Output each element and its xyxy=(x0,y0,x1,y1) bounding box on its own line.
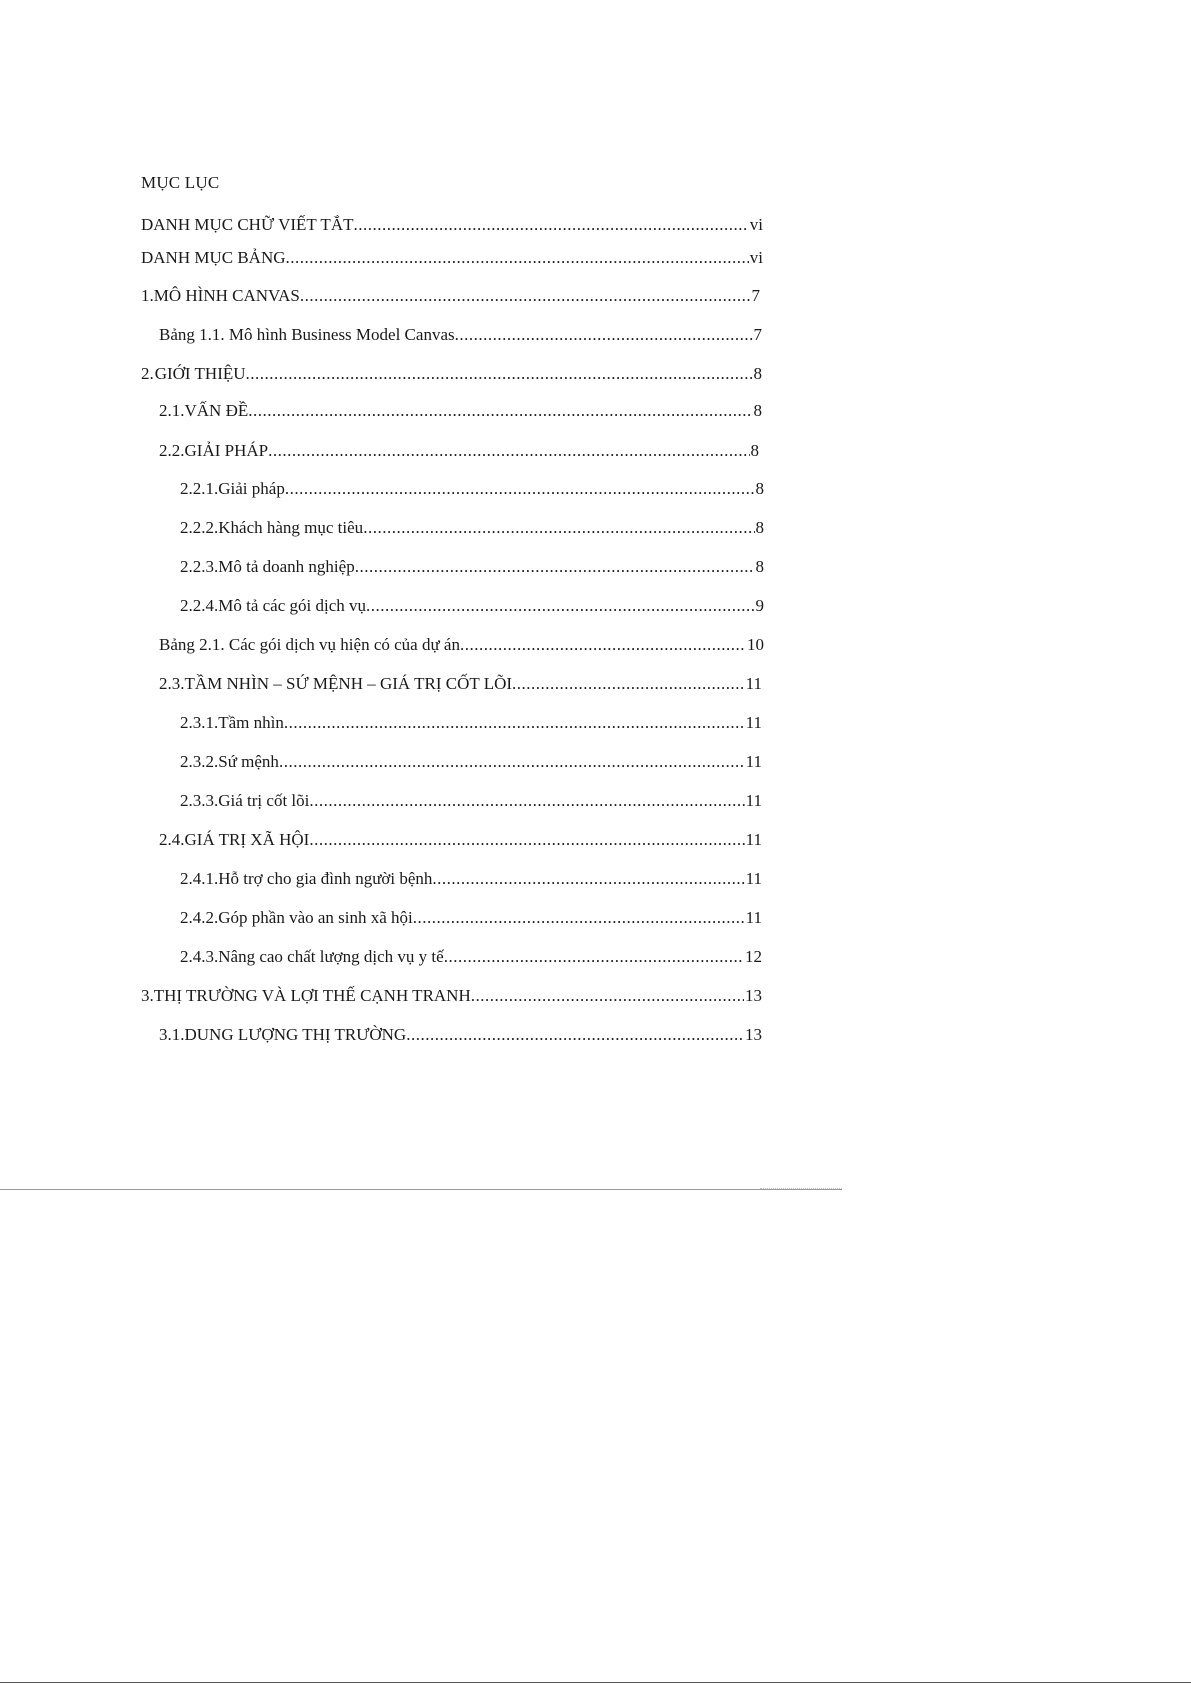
toc-entry-label: Hỗ trợ cho gia đình người bệnh xyxy=(218,869,433,888)
toc-leader-dots xyxy=(444,946,744,968)
toc-entry-number: 2.4.3. xyxy=(180,947,219,966)
toc-entry-label: GIỚI THIỆU xyxy=(154,364,246,383)
toc-entry[interactable] xyxy=(159,400,762,422)
toc-entry[interactable] xyxy=(180,946,762,968)
toc-entry-label: Sứ mệnh xyxy=(218,752,279,771)
toc-entry-number: 2.1. xyxy=(159,401,185,420)
toc-entry-page: 11 xyxy=(745,713,762,732)
toc-entry[interactable] xyxy=(180,868,762,890)
toc-entry-number: 2.3.2. xyxy=(180,752,219,771)
toc-entry-number: 2.2.2. xyxy=(180,518,219,537)
toc-entry-page: 7 xyxy=(751,286,760,305)
toc-entry-label: Nâng cao chất lượng dịch vụ y tế xyxy=(218,947,444,966)
toc-entry[interactable] xyxy=(141,363,762,385)
toc-entry-label: Góp phần vào an sinh xã hội xyxy=(218,908,413,927)
toc-entry-page: 11 xyxy=(745,752,762,771)
toc-entry-page: 8 xyxy=(755,557,764,576)
toc-entry[interactable] xyxy=(159,634,764,656)
toc-entry[interactable] xyxy=(180,751,762,773)
toc-entry-number: 2.2. xyxy=(159,441,185,460)
toc-entry[interactable] xyxy=(159,673,762,695)
toc-entry-page: vi xyxy=(749,215,763,234)
toc-entry[interactable] xyxy=(159,1024,762,1046)
toc-entry-number: 2.2.1. xyxy=(180,479,219,498)
toc-leader-dots xyxy=(512,673,745,695)
toc-entry-page: 11 xyxy=(745,791,762,810)
toc-entry[interactable] xyxy=(141,985,762,1007)
toc-leader-dots xyxy=(355,556,755,578)
toc-leader-dots xyxy=(406,1024,744,1046)
toc-entry-page: 8 xyxy=(755,518,764,537)
toc-entry-label: DANH MỤC CHỮ VIẾT TẮT xyxy=(141,215,354,234)
toc-leader-dots xyxy=(246,363,753,385)
toc-entry-number: 2. xyxy=(141,364,154,383)
toc-leader-dots xyxy=(248,400,752,422)
toc-leader-dots xyxy=(309,829,744,851)
toc-entry-page: 13 xyxy=(745,986,762,1005)
toc-entry[interactable] xyxy=(180,790,762,812)
toc-entry-label: Tầm nhìn xyxy=(218,713,284,732)
toc-entry-label: Bảng 2.1. Các gói dịch vụ hiện có của dự án xyxy=(159,635,460,654)
toc-entry-number: 2.3. xyxy=(159,674,185,693)
page-bottom-rule-dotted xyxy=(760,1188,842,1189)
toc-entry-label: Mô tả doanh nghiệp xyxy=(218,557,355,576)
toc-entry[interactable] xyxy=(141,214,763,236)
toc-leader-dots xyxy=(353,214,748,236)
toc-entry-page: 12 xyxy=(745,947,762,966)
toc-leader-dots xyxy=(366,595,754,617)
toc-entry-page: 13 xyxy=(745,1025,762,1044)
toc-leader-dots xyxy=(455,324,753,346)
toc-leader-dots xyxy=(284,712,745,734)
toc-entry-label: Bảng 1.1. Mô hình Business Model Canvas xyxy=(159,325,455,344)
toc-entry[interactable] xyxy=(180,712,762,734)
toc-entry[interactable] xyxy=(180,478,764,500)
toc-entry-number: 1. xyxy=(141,286,154,305)
toc-title: MỤC LỤC xyxy=(141,173,220,192)
toc-entry-page: 11 xyxy=(745,908,762,927)
toc-entry-label: Khách hàng mục tiêu xyxy=(218,518,364,537)
toc-entry[interactable] xyxy=(180,517,764,539)
toc-entry[interactable] xyxy=(141,247,763,269)
toc-leader-dots xyxy=(286,247,749,269)
page-bottom-rule xyxy=(0,1189,842,1190)
toc-entry-label: Giá trị cốt lõi xyxy=(218,791,310,810)
toc-entry-number: 3.1. xyxy=(159,1025,185,1044)
toc-leader-dots xyxy=(460,634,746,656)
toc-entry-label: Mô tả các gói dịch vụ xyxy=(218,596,367,615)
toc-entry-label: VẤN ĐỀ xyxy=(184,401,249,420)
toc-entry-page: vi xyxy=(749,248,763,267)
toc-leader-dots xyxy=(413,907,745,929)
toc-entry-number: 3. xyxy=(141,986,154,1005)
toc-entry-number: 2.2.4. xyxy=(180,596,219,615)
toc-entry[interactable] xyxy=(180,595,764,617)
toc-entry-label: GIÁ TRỊ XÃ HỘI xyxy=(184,830,310,849)
toc-leader-dots xyxy=(432,868,744,890)
toc-leader-dots xyxy=(285,478,755,500)
toc-entry[interactable] xyxy=(159,829,762,851)
toc-entry-number: 2.4. xyxy=(159,830,185,849)
toc-entry-number: 2.3.3. xyxy=(180,791,219,810)
toc-entry[interactable] xyxy=(159,324,762,346)
toc-leader-dots xyxy=(363,517,754,539)
toc-leader-dots xyxy=(279,751,745,773)
toc-entry-label: DANH MỤC BẢNG xyxy=(141,248,286,267)
toc-entry[interactable] xyxy=(141,285,760,307)
toc-entry-page: 8 xyxy=(755,479,764,498)
toc-leader-dots xyxy=(471,985,744,1007)
toc-entry-number: 2.4.2. xyxy=(180,908,219,927)
toc-leader-dots xyxy=(300,285,751,307)
toc-entry-label: MÔ HÌNH CANVAS xyxy=(153,286,300,305)
toc-entry-page: 7 xyxy=(753,325,762,344)
toc-entry-page: 11 xyxy=(745,869,762,888)
page-footer-rule xyxy=(0,1682,1191,1683)
toc-entry[interactable] xyxy=(159,440,759,462)
toc-entry-number: 2.3.1. xyxy=(180,713,219,732)
toc-leader-dots xyxy=(268,440,749,462)
toc-entry-page: 9 xyxy=(755,596,764,615)
toc-entry-page: 11 xyxy=(745,674,762,693)
toc-entry-label: Giải pháp xyxy=(218,479,285,498)
toc-entry-label: TẦM NHÌN – SỨ MỆNH – GIÁ TRỊ CỐT LÕI xyxy=(184,674,513,693)
toc-entry-page: 8 xyxy=(750,441,759,460)
toc-entry-page: 10 xyxy=(747,635,764,654)
toc-entry-page: 8 xyxy=(753,364,762,383)
toc-entry-label: THỊ TRƯỜNG VÀ LỢI THẾ CẠNH TRANH xyxy=(153,986,471,1005)
toc-entry-page: 8 xyxy=(753,401,762,420)
toc-entry[interactable] xyxy=(180,556,764,578)
toc-entry-label: DUNG LƯỢNG THỊ TRƯỜNG xyxy=(184,1025,407,1044)
toc-entry-page: 11 xyxy=(745,830,762,849)
toc-entry-number: 2.2.3. xyxy=(180,557,219,576)
toc-entry-label: GIẢI PHÁP xyxy=(184,441,269,460)
toc-entry-number: 2.4.1. xyxy=(180,869,219,888)
toc-leader-dots xyxy=(309,790,744,812)
toc-entry[interactable] xyxy=(180,907,762,929)
